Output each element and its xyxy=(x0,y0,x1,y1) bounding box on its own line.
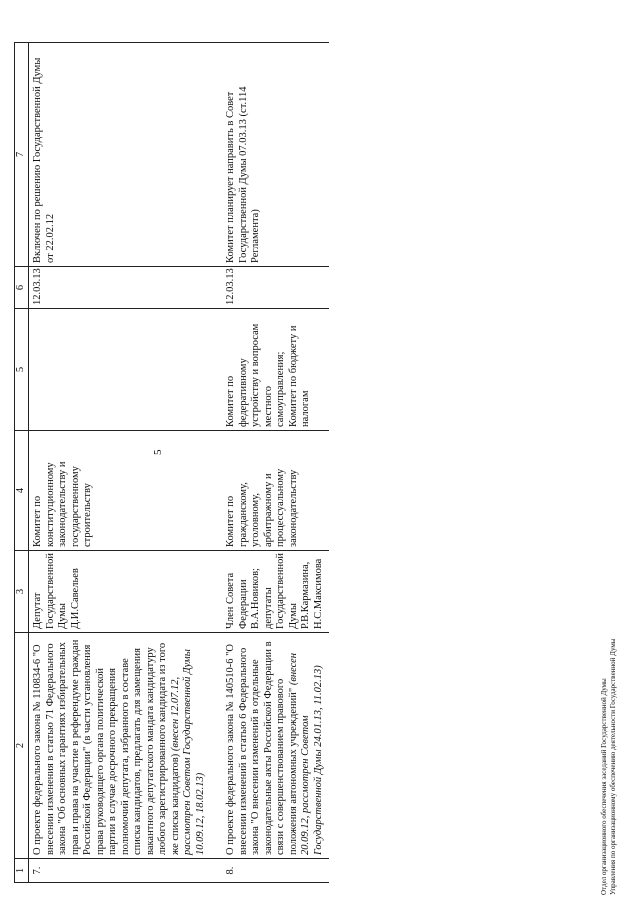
row-number: 8. xyxy=(221,859,329,883)
initiator: Член Совета Федерации В.А.Новиков; депутаты Государственной Думы Р.В.Кармазина, Н.С.Максимова xyxy=(221,551,329,633)
col-number-4: 4 xyxy=(15,431,29,551)
col-number-7: 7 xyxy=(15,43,29,267)
bills-table xyxy=(14,42,329,883)
status: Комитет планирует направить в Совет Государственной Думы 07.03.13 (ст.114 Регламента) xyxy=(221,43,329,267)
col-number-2: 2 xyxy=(15,633,29,859)
bill-title-cell xyxy=(29,633,222,859)
co-committee xyxy=(29,309,222,431)
col-number-3: 3 xyxy=(15,551,29,633)
col-number-6: 6 xyxy=(15,267,29,309)
col-number-1: 1 xyxy=(15,859,29,883)
responsible-committee: Комитет по гражданскому, уголовному, арбитражному и процессуальному законодательству xyxy=(221,431,329,551)
row-number: 7. xyxy=(29,859,222,883)
responsible-committee: Комитет по конституционному законодательству и государственному строительству xyxy=(29,431,222,551)
co-committee: Комитет по федеративному устройству и вопросам местного самоуправления; Комитет по бюджету и налогам xyxy=(221,309,329,431)
footer xyxy=(600,639,618,895)
bill-note: (внесен 12.07.12, рассмотрен Советом Государственной Думы 10.09.12, 18.02.13) xyxy=(169,649,206,855)
bill-note: (внесен 20.09.12, рассмотрен Советом Государственной Думы 24.01.13, 11.02.13) xyxy=(287,652,324,855)
bill-title-cell xyxy=(221,633,329,859)
col-number-5: 5 xyxy=(15,309,29,431)
column-number-row xyxy=(15,43,29,883)
table-row xyxy=(29,43,222,883)
consideration-date: 12.03.13 xyxy=(221,267,329,309)
bill-title: О проекте федерального закона № 140510-6 "О внесении изменений в статью 6 Федерального закона "О внесении изменений в отдельные законодательные акты Российской Федерации в связи с совершенствованием правового положения автономных учреждений" xyxy=(225,641,299,855)
page-number: 5 xyxy=(152,449,164,455)
consideration-date: 12.03.13 xyxy=(29,267,222,309)
bill-title: О проекте федерального закона № 110834-6 "О внесении изменения в статью 71 Федерального закона "Об основных гарантиях избирательных прав и права на участие в референдуме граждан Российской Федерации" (в части установления права руководящего органа политической партии в случае досрочного прекращения полномочий депутата, избранного в составе списка кандидатов, предлагать для замещения вакантного депутатского мандата кандидатуру любого зарегистрированного кандидата из того же списка кандидатов) xyxy=(32,639,181,855)
status: Включен по решению Государственной Думы от 22.02.12 xyxy=(29,43,222,267)
initiator: Депутат Государственной Думы Д.И.Савельев xyxy=(29,551,222,633)
table-row xyxy=(221,43,329,883)
footer-line-1: Отдел организационного обеспечения заседаний Государственной Думы xyxy=(600,678,608,895)
footer-line-2: Управления по организационному обеспечению деятельности Государственной Думы xyxy=(609,638,617,895)
